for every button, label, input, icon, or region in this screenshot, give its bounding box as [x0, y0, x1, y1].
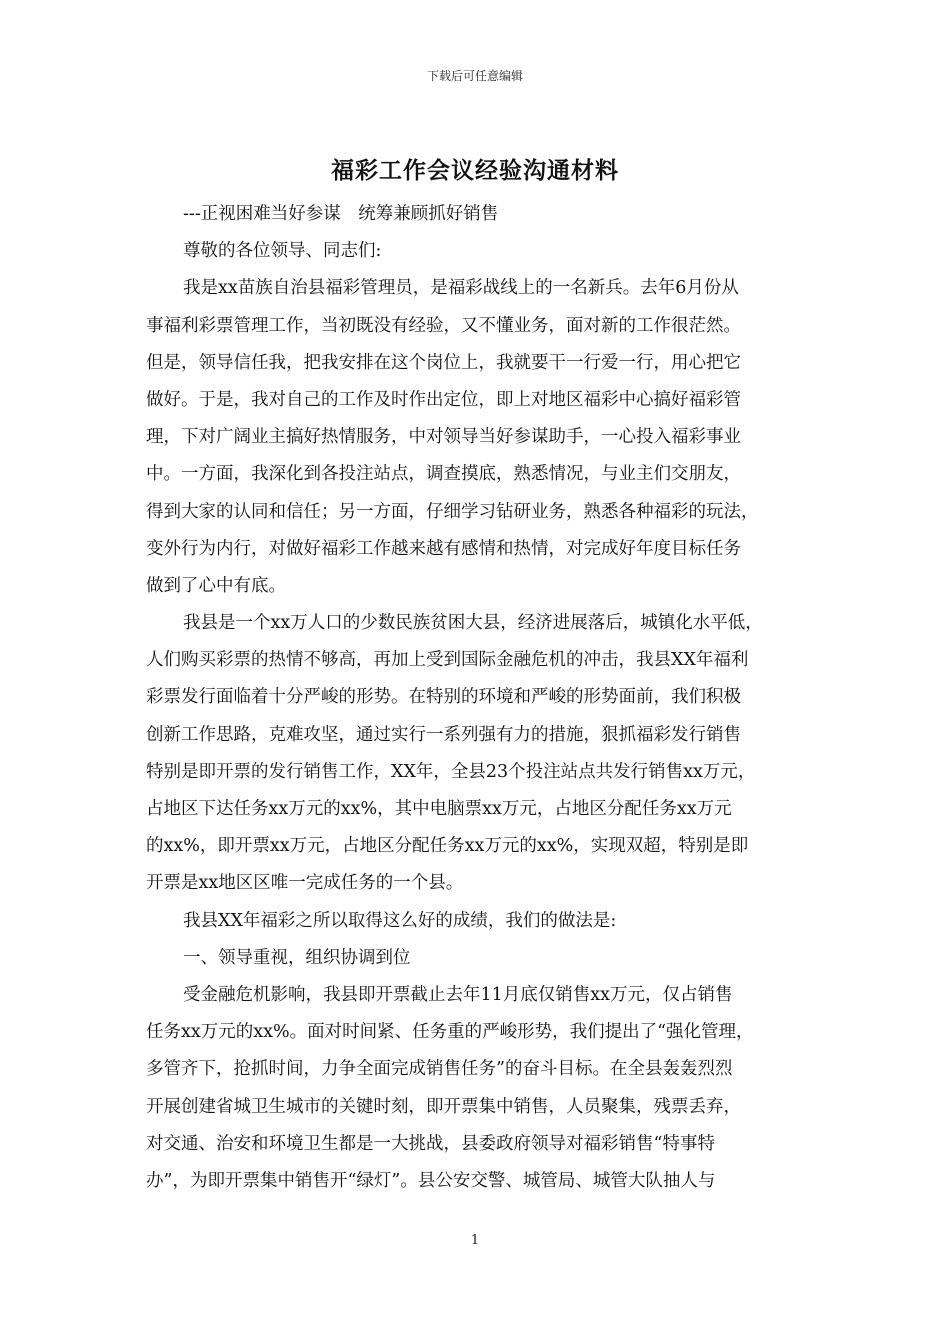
document-title: 福彩工作会议经验沟通材料 [331, 157, 619, 184]
text-line: 受金融危机影响，我县即开票截止去年11月底仅销售xx万元，仅占销售 [183, 984, 733, 1005]
text-line: 办”，为即开票集中销售开“绿灯”。县公安交警、城管局、城管大队抽人与 [146, 1170, 716, 1191]
text-line: 中。一方面，我深化到各投注站点，调查摸底，熟悉情况，与业主们交朋友， [146, 464, 741, 485]
text-line: 事福利彩票管理工作，当初既没有经验，又不懂业务，面对新的工作很茫然。 [146, 315, 741, 336]
text-line: 我是xx苗族自治县福彩管理员，是福彩战线上的一名新兵。去年6月份从 [183, 278, 739, 299]
text-line: 变外行为内行，对做好福彩工作越来越有感情和热情，对完成好年度目标任务 [146, 538, 741, 559]
text-line: 任务xx万元的xx%。面对时间紧、任务重的严峻形势，我们提出了“强化管理， [146, 1022, 754, 1043]
text-line: 占地区下达任务xx万元的xx%，其中电脑票xx万元，占地区分配任务xx万元 [146, 799, 732, 819]
text-line: 彩票发行面临着十分严峻的形势。在特别的环境和严峻的形势面前，我们积极 [146, 687, 741, 708]
text-line: 理，下对广阔业主搞好热情服务，中对领导当好参谋助手，一心投入福彩事业 [146, 427, 741, 448]
text-line: 多管齐下，抢抓时间，力争全面完成销售任务”的奋斗目标。在全县轰轰烈烈 [146, 1059, 733, 1080]
text-line: 开票是xx地区区唯一完成任务的一个县。 [146, 873, 464, 894]
page-number: 1 [470, 1233, 480, 1248]
text-line: 得到大家的认同和信任；另一方面，仔细学习钻研业务，熟悉各种福彩的玩法， [146, 501, 759, 522]
text-line: 一、领导重视，组织协调到位 [183, 947, 411, 968]
text-line: 我县XX年福彩之所以取得这么好的成绩，我们的做法是: [183, 910, 617, 931]
text-line: 的xx%，即开票xx万元，占地区分配任务xx万元的xx%，实现双超，特别是即 [146, 836, 749, 857]
text-line: 尊敬的各位领导、同志们: [183, 241, 382, 262]
text-line: 创新工作思路，克难攻坚，通过实行一系列强有力的措施，狠抓福彩发行销售 [146, 724, 741, 745]
document-body [146, 196, 822, 1200]
text-line: 开展创建省城卫生城市的关键时刻，即开票集中销售，人员聚集，残票丢弃， [146, 1096, 741, 1117]
text-line: 我县是一个xx万人口的少数民族贫困大县，经济进展落后，城镇化水平低， [183, 613, 763, 634]
text-line: 做到了心中有底。 [146, 575, 286, 596]
page-header-note: 下载后可任意编辑 [426, 69, 523, 83]
text-line: 但是，领导信任我，把我安排在这个岗位上，我就要干一行爱一行，用心把它 [146, 352, 741, 373]
text-line: ---正视困难当好参谋 统筹兼顾抓好销售 [183, 204, 499, 224]
text-line: 对交通、治安和环境卫生都是一大挑战，县委政府领导对福彩销售“特事特 [146, 1133, 715, 1154]
text-line: 特别是即开票的发行销售工作，XX年，全县23个投注站点共发行销售xx万元， [146, 761, 756, 782]
text-line: 做好。于是，我对自己的工作及时作出定位，即上对地区福彩中心搞好福彩管 [146, 389, 741, 410]
text-line: 人们购买彩票的热情不够高，再加上受到国际金融危机的冲击，我县XX年福利 [146, 650, 749, 671]
